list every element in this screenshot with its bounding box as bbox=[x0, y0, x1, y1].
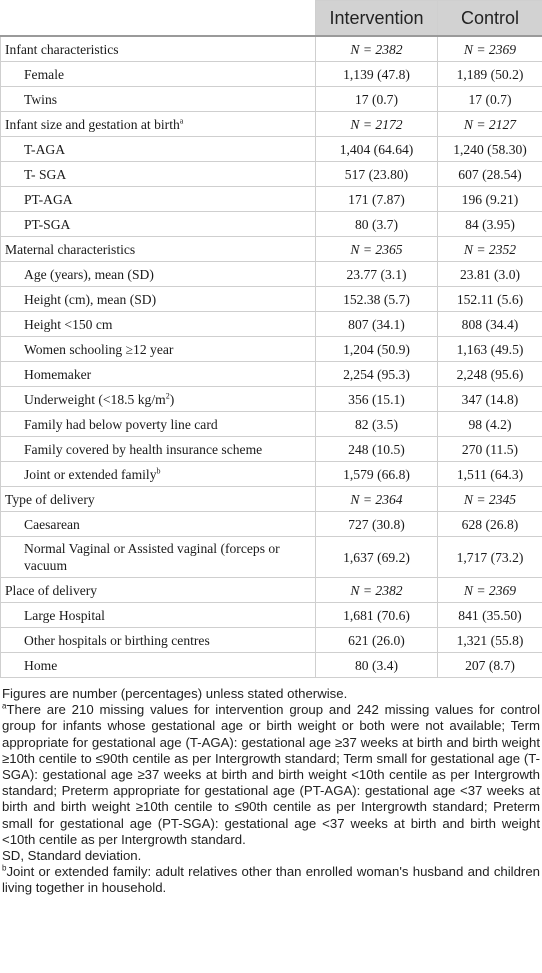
row-label bbox=[1, 87, 316, 112]
section-row bbox=[1, 578, 542, 603]
intervention-cell: 1,139 (47.8) bbox=[316, 62, 438, 87]
table-row bbox=[1, 137, 542, 162]
control-cell: 270 (11.5) bbox=[438, 437, 542, 462]
intervention-cell: 1,579 (66.8) bbox=[316, 462, 438, 487]
table-row bbox=[1, 603, 542, 628]
table-row bbox=[1, 387, 542, 412]
control-cell: 1,511 (64.3) bbox=[438, 462, 542, 487]
footnote-b bbox=[2, 864, 540, 896]
row-label bbox=[1, 653, 316, 678]
intervention-cell: N = 2382 bbox=[316, 36, 438, 62]
intervention-cell: N = 2382 bbox=[316, 578, 438, 603]
header-control: Control bbox=[438, 1, 542, 37]
control-cell: 347 (14.8) bbox=[438, 387, 542, 412]
section-row bbox=[1, 237, 542, 262]
control-cell: N = 2127 bbox=[438, 112, 542, 137]
footnotes bbox=[0, 686, 542, 897]
table-row bbox=[1, 337, 542, 362]
row-label bbox=[1, 462, 316, 487]
row-label-text: Large Hospital bbox=[24, 607, 105, 623]
row-label-tail: ) bbox=[169, 391, 175, 407]
table-body bbox=[1, 36, 542, 678]
section-row bbox=[1, 36, 542, 62]
row-label-text: Type of delivery bbox=[5, 491, 95, 507]
row-label-text: Home bbox=[24, 657, 58, 673]
footnote-a bbox=[2, 702, 540, 848]
row-label-text: Height <150 cm bbox=[24, 316, 113, 332]
row-label bbox=[1, 237, 316, 262]
table-row bbox=[1, 62, 542, 87]
table-row bbox=[1, 537, 542, 578]
footnote-a-text: There are 210 missing values for intervention group and 242 missing values for control group for infants whose gestational age or birth weight or both were not available; Term appropriate for gestational age (T-AGA): gestational age ≥37 weeks at birth and birth weight ≥10th centile to ≤90th centile as per Intergrowth standard; Term small for gestational age (T- SGA): gestational age ≥37 weeks at birth and birth weight <10th centile as per Intergrowth standard; Preterm appropriate for gestational age (PT-AGA): gestational age <37 weeks at birth and birth weight ≥10th centile to ≤90th centile as per Intergrowth standard; Preterm small for gestational age (PT-SGA): gestational age <37 weeks at birth and birth weight <10th centile as per Intergrowth standard. bbox=[2, 702, 540, 847]
intervention-cell: 80 (3.4) bbox=[316, 653, 438, 678]
row-label-text: T-AGA bbox=[24, 141, 66, 157]
table-row bbox=[1, 162, 542, 187]
row-label-text: Family had below poverty line card bbox=[24, 416, 218, 432]
row-label bbox=[1, 36, 316, 62]
intervention-cell: 727 (30.8) bbox=[316, 512, 438, 537]
table-row bbox=[1, 187, 542, 212]
intervention-cell: 1,404 (64.64) bbox=[316, 137, 438, 162]
row-label bbox=[1, 628, 316, 653]
intervention-cell: 152.38 (5.7) bbox=[316, 287, 438, 312]
row-label-text: Women schooling ≥12 year bbox=[24, 341, 174, 357]
row-label bbox=[1, 312, 316, 337]
row-label bbox=[1, 578, 316, 603]
row-label-text: Homemaker bbox=[24, 366, 92, 382]
intervention-cell: 17 (0.7) bbox=[316, 87, 438, 112]
intervention-cell: 80 (3.7) bbox=[316, 212, 438, 237]
footnote-figures: Figures are number (percentages) unless stated otherwise. bbox=[2, 686, 348, 701]
intervention-cell: 2,254 (95.3) bbox=[316, 362, 438, 387]
row-label bbox=[1, 437, 316, 462]
intervention-cell: N = 2365 bbox=[316, 237, 438, 262]
section-row bbox=[1, 112, 542, 137]
footnote-b-mark: b bbox=[2, 863, 7, 873]
control-cell: 628 (26.8) bbox=[438, 512, 542, 537]
row-label bbox=[1, 287, 316, 312]
row-label-superscript: a bbox=[179, 115, 184, 125]
control-cell: 1,717 (73.2) bbox=[438, 537, 542, 578]
row-label-text: PT-AGA bbox=[24, 191, 73, 207]
row-label-text: Other hospitals or birthing centres bbox=[24, 632, 210, 648]
intervention-cell: 356 (15.1) bbox=[316, 387, 438, 412]
row-label bbox=[1, 212, 316, 237]
intervention-cell: 1,204 (50.9) bbox=[316, 337, 438, 362]
row-label bbox=[1, 603, 316, 628]
row-label bbox=[1, 112, 316, 137]
control-cell: N = 2369 bbox=[438, 578, 542, 603]
table-row bbox=[1, 462, 542, 487]
row-label bbox=[1, 62, 316, 87]
header-intervention: Intervention bbox=[316, 1, 438, 37]
row-label-text: Family covered by health insurance scheme bbox=[24, 441, 263, 457]
control-cell: 207 (8.7) bbox=[438, 653, 542, 678]
row-label-text: Place of delivery bbox=[5, 582, 98, 598]
row-label-text: PT-SGA bbox=[24, 216, 71, 232]
row-label-text: Underweight (<18.5 kg/m bbox=[24, 391, 166, 407]
section-row bbox=[1, 487, 542, 512]
table-row bbox=[1, 653, 542, 678]
intervention-cell: 1,681 (70.6) bbox=[316, 603, 438, 628]
row-label-text: Normal Vaginal or Assisted vaginal (forceps or vacuum bbox=[24, 541, 280, 573]
footnote-a-mark: a bbox=[2, 701, 7, 711]
row-label-text: Maternal characteristics bbox=[5, 241, 136, 257]
row-label-text: Caesarean bbox=[24, 516, 80, 532]
row-label-text: Twins bbox=[24, 91, 58, 107]
control-cell: N = 2369 bbox=[438, 36, 542, 62]
intervention-cell: 807 (34.1) bbox=[316, 312, 438, 337]
table-row bbox=[1, 287, 542, 312]
intervention-cell: 23.77 (3.1) bbox=[316, 262, 438, 287]
table-row bbox=[1, 312, 542, 337]
row-label bbox=[1, 487, 316, 512]
row-label-text: Infant characteristics bbox=[5, 41, 119, 57]
intervention-cell: N = 2364 bbox=[316, 487, 438, 512]
row-label-text: Female bbox=[24, 66, 65, 82]
row-label bbox=[1, 362, 316, 387]
intervention-cell: 248 (10.5) bbox=[316, 437, 438, 462]
intervention-cell: 171 (7.87) bbox=[316, 187, 438, 212]
control-cell: 23.81 (3.0) bbox=[438, 262, 542, 287]
row-label bbox=[1, 187, 316, 212]
footnote-b-text: Joint or extended family: adult relatives other than enrolled woman's husband and children living together in household. bbox=[2, 864, 540, 896]
control-cell: 1,240 (58.30) bbox=[438, 137, 542, 162]
header-row bbox=[1, 1, 542, 37]
intervention-cell: 1,637 (69.2) bbox=[316, 537, 438, 578]
control-cell: 607 (28.54) bbox=[438, 162, 542, 187]
table-row bbox=[1, 437, 542, 462]
header-blank-cell bbox=[1, 1, 316, 37]
intervention-cell: 82 (3.5) bbox=[316, 412, 438, 437]
intervention-cell: 517 (23.80) bbox=[316, 162, 438, 187]
control-cell: 17 (0.7) bbox=[438, 87, 542, 112]
row-label-text: T- SGA bbox=[24, 166, 67, 182]
control-cell: N = 2345 bbox=[438, 487, 542, 512]
control-cell: 196 (9.21) bbox=[438, 187, 542, 212]
row-label-superscript: b bbox=[156, 465, 161, 475]
control-cell: 1,321 (55.8) bbox=[438, 628, 542, 653]
row-label bbox=[1, 537, 316, 578]
row-label bbox=[1, 387, 316, 412]
row-label-superscript: 2 bbox=[165, 390, 170, 400]
control-cell: 808 (34.4) bbox=[438, 312, 542, 337]
table-row bbox=[1, 212, 542, 237]
row-label-text: Infant size and gestation at birth bbox=[5, 116, 180, 132]
row-label bbox=[1, 162, 316, 187]
table-row bbox=[1, 262, 542, 287]
table-row bbox=[1, 412, 542, 437]
row-label bbox=[1, 137, 316, 162]
table-row bbox=[1, 362, 542, 387]
control-cell: 98 (4.2) bbox=[438, 412, 542, 437]
control-cell: 1,189 (50.2) bbox=[438, 62, 542, 87]
row-label-text: Height (cm), mean (SD) bbox=[24, 291, 157, 307]
control-cell: 84 (3.95) bbox=[438, 212, 542, 237]
table-row bbox=[1, 628, 542, 653]
table-row bbox=[1, 512, 542, 537]
control-cell: 2,248 (95.6) bbox=[438, 362, 542, 387]
control-cell: N = 2352 bbox=[438, 237, 542, 262]
table-row bbox=[1, 87, 542, 112]
control-cell: 1,163 (49.5) bbox=[438, 337, 542, 362]
control-cell: 841 (35.50) bbox=[438, 603, 542, 628]
row-label-text: Age (years), mean (SD) bbox=[24, 266, 154, 282]
row-label bbox=[1, 512, 316, 537]
row-label-text: Joint or extended family bbox=[24, 466, 157, 482]
intervention-cell: 621 (26.0) bbox=[316, 628, 438, 653]
row-label bbox=[1, 262, 316, 287]
row-label bbox=[1, 337, 316, 362]
row-label bbox=[1, 412, 316, 437]
intervention-cell: N = 2172 bbox=[316, 112, 438, 137]
control-cell: 152.11 (5.6) bbox=[438, 287, 542, 312]
footnote-sd: SD, Standard deviation. bbox=[2, 848, 142, 864]
